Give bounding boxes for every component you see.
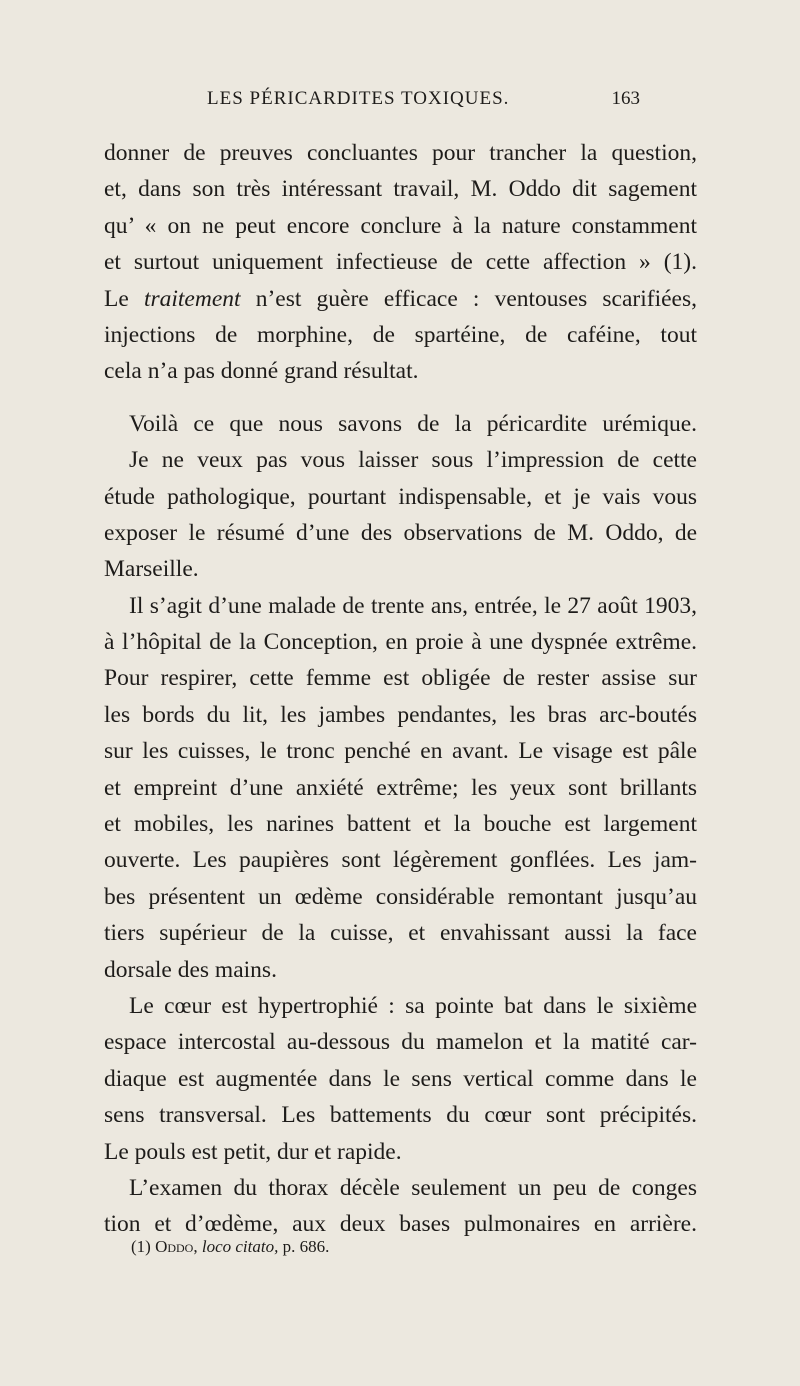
text-line: à l’hôpital de la Conception, en proie à une dyspnée extrême. <box>104 629 697 656</box>
footnote-author: Oddo, <box>155 1237 198 1256</box>
text-line: espace intercostal au-dessous du mamelon et la matité car- <box>104 1029 697 1056</box>
text-line: et mobiles, les narines battent et la bouche est largement <box>104 811 697 838</box>
text-line: et surtout uniquement infectieuse de cette affection » (1). <box>104 249 697 276</box>
text-line: Le traitement n’est guère efficace : ventouses scarifiées, <box>104 285 697 312</box>
page-number: 163 <box>611 88 640 109</box>
text-line: exposer le résumé d’une des observations de M. Oddo, de <box>104 519 697 546</box>
text-line: les bords du lit, les jambes pendantes, les bras arc-boutés <box>104 701 697 728</box>
running-title: LES PÉRICARDITES TOXIQUES. <box>207 88 510 109</box>
text-line: sens transversal. Les battements du cœur sont précipités. <box>104 1102 697 1129</box>
text-line: qu’ « on ne peut encore conclure à la nature constamment <box>104 212 697 239</box>
text-line: Le pouls est petit, dur et rapide. <box>104 1138 402 1165</box>
text-line: Le cœur est hypertrophié : sa pointe bat dans le sixième <box>129 992 697 1019</box>
text-line: bes présentent un œdème considérable remontant jusqu’au <box>104 883 697 910</box>
text-line: Pour respirer, cette femme est obligée de rester assise sur <box>104 665 697 692</box>
text-line: Voilà ce que nous savons de la péricardite urémique. <box>129 410 697 437</box>
text-line: L’examen du thorax décèle seulement un peu de conges <box>129 1174 697 1201</box>
footnote <box>131 1237 329 1257</box>
text-line: injections de morphine, de spartéine, de caféine, tout <box>104 321 697 348</box>
running-header <box>207 88 640 118</box>
text-line: sur les cuisses, le tronc penché en avant. Le visage est pâle <box>104 738 697 765</box>
text-line: et, dans son très intéressant travail, M. Oddo dit sagement <box>104 176 697 203</box>
text-line: étude pathologique, pourtant indispensable, et je vais vous <box>104 483 697 510</box>
italic-term: traitement <box>143 285 241 312</box>
text-line: dorsale des mains. <box>104 956 277 983</box>
text-line: tiers supérieur de la cuisse, et envahissant aussi la face <box>104 920 697 947</box>
text-line: donner de preuves concluantes pour trancher la question, <box>104 140 697 166</box>
text-line: diaque est augmentée dans le sens vertical comme dans le <box>104 1065 697 1092</box>
text-line: Je ne veux pas vous laisser sous l’impression de cette <box>129 447 697 474</box>
text-line: cela n’a pas donné grand résultat. <box>104 358 419 385</box>
footnote-marker: (1) <box>131 1237 151 1256</box>
footnote-cite: loco citato, <box>201 1237 279 1256</box>
footnote-page: p. 686. <box>282 1237 330 1256</box>
text-line: ouverte. Les paupières sont légèrement gonflées. Les jam- <box>104 847 697 874</box>
text-line: Marseille. <box>104 556 199 583</box>
text-line: et empreint d’une anxiété extrême; les yeux sont brillants <box>104 774 697 801</box>
text-line: tion et d’œdème, aux deux bases pulmonaires en arrière. <box>104 1211 697 1238</box>
text-line: Il s’agit d’une malade de trente ans, entrée, le 27 août 1903, <box>129 592 697 619</box>
body-text <box>104 135 697 1243</box>
